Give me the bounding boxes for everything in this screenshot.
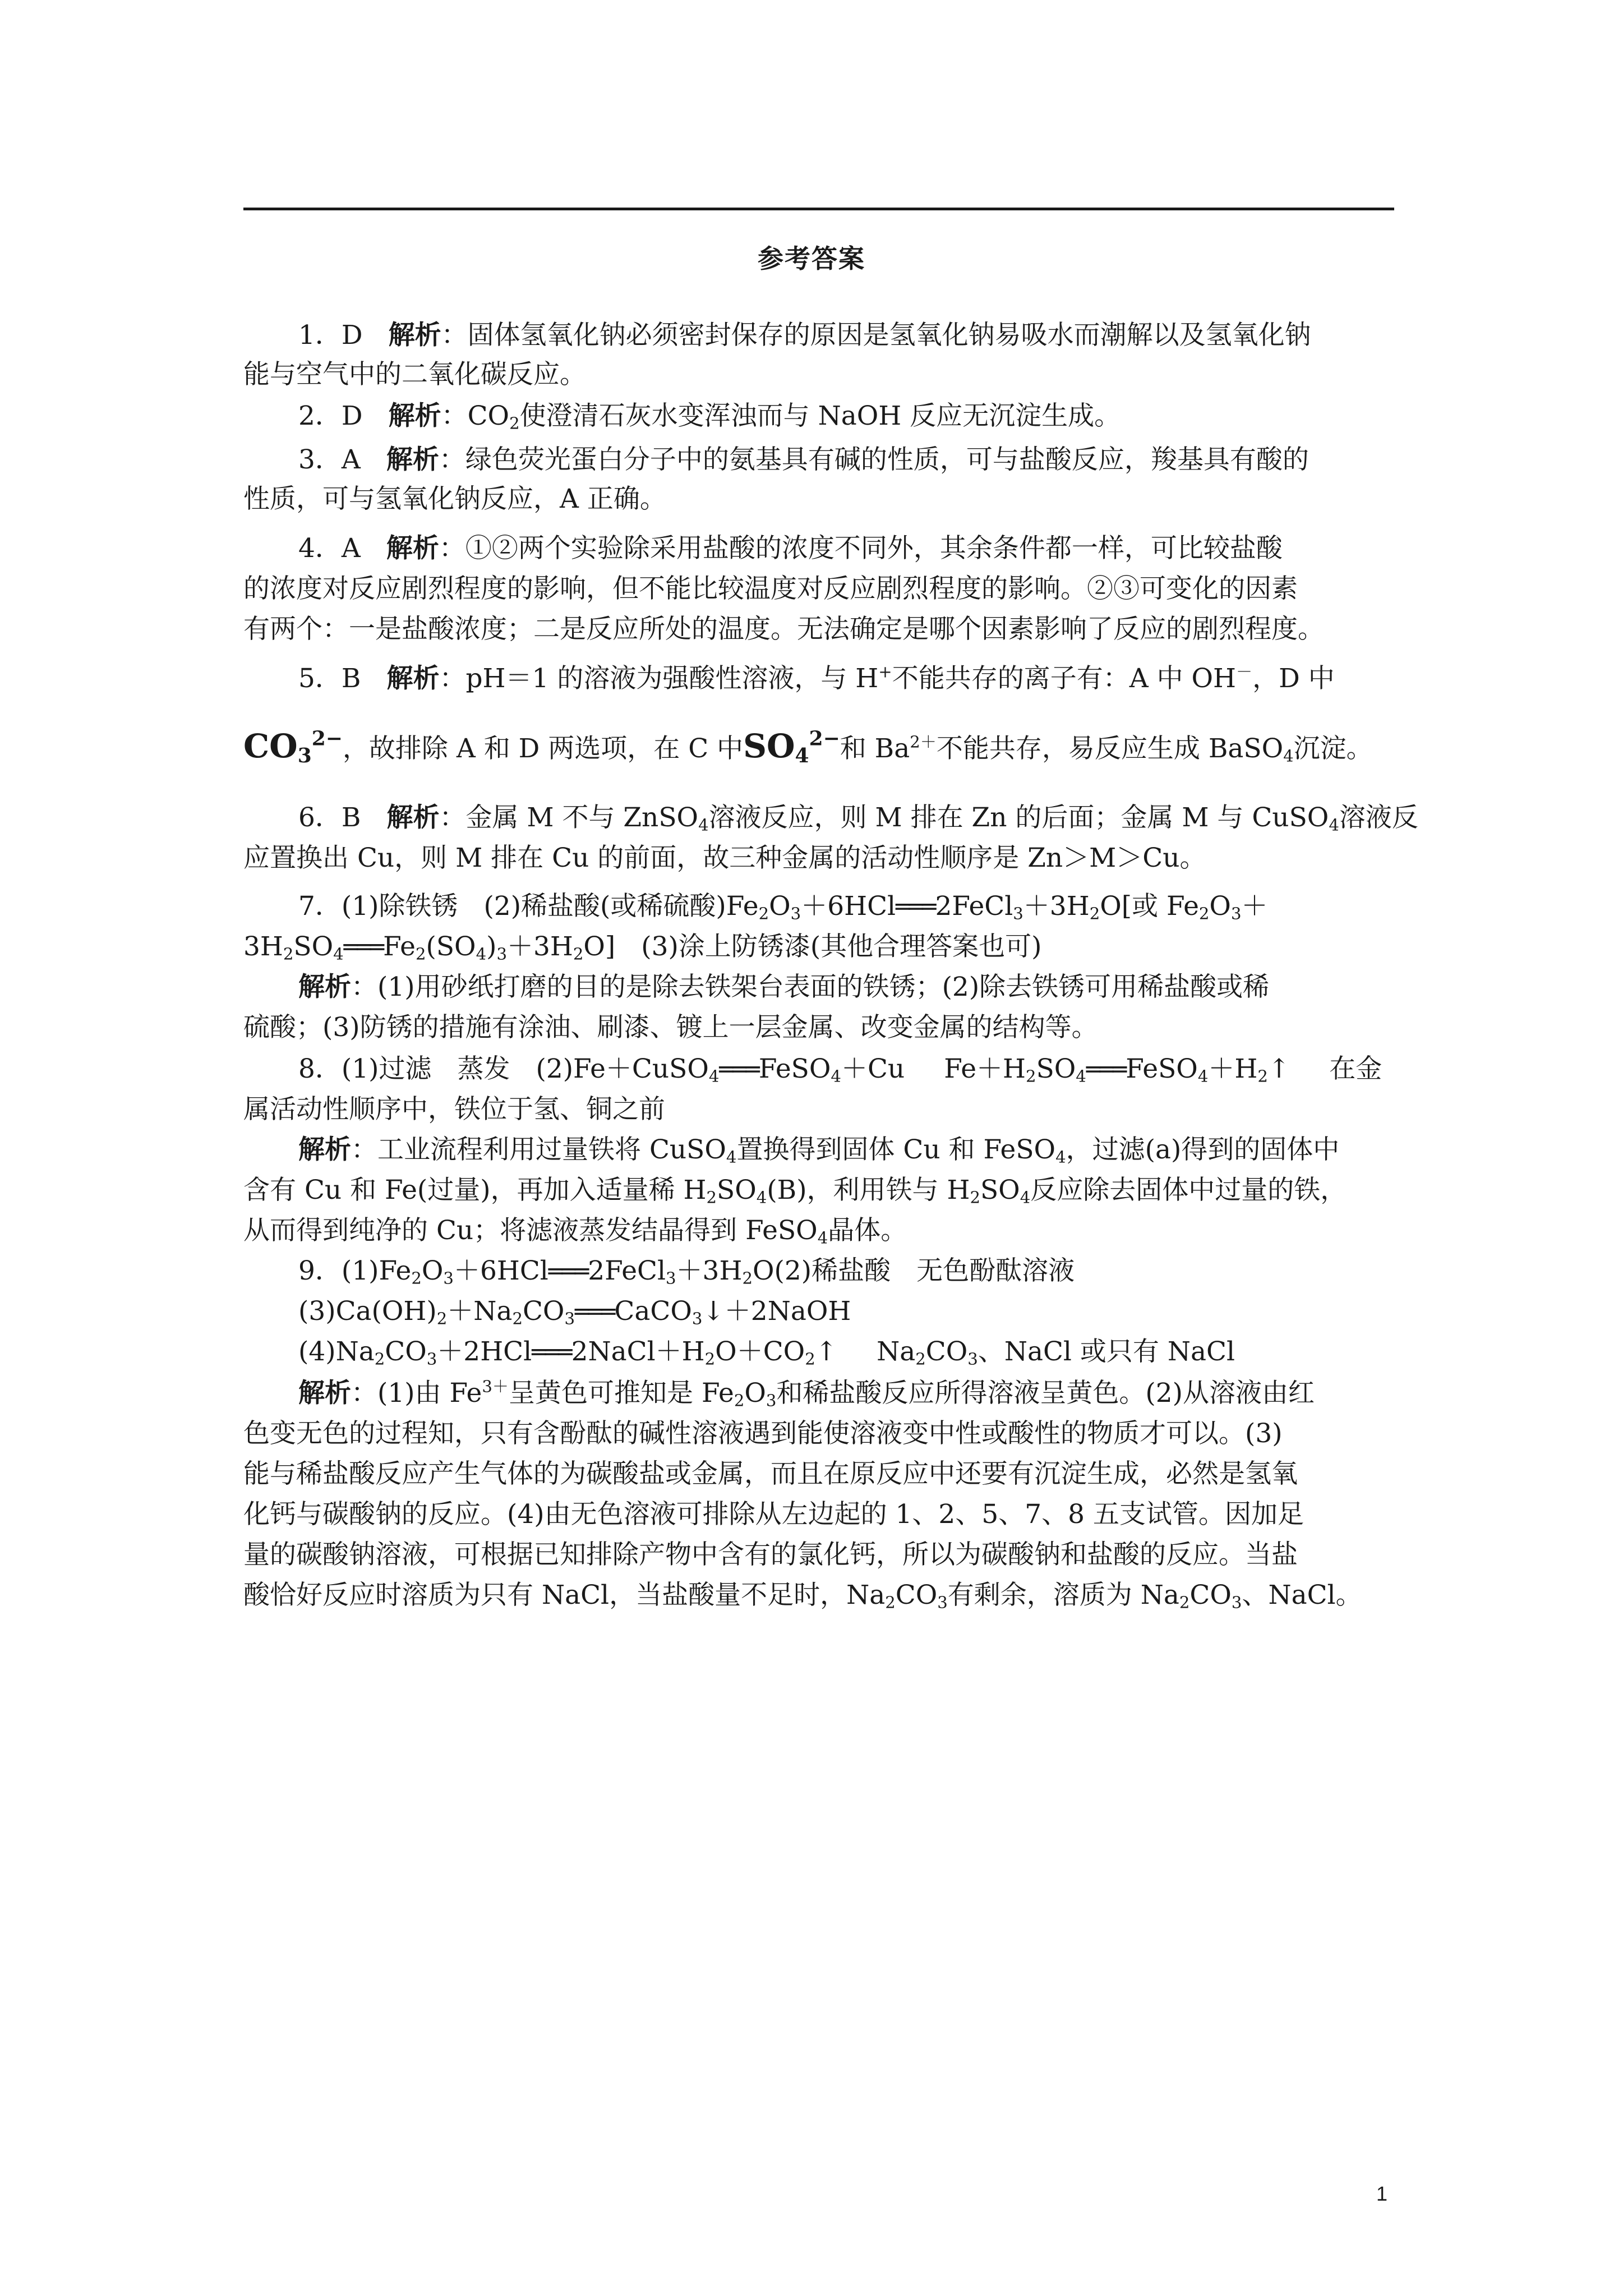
analysis-text: 有两个：一是盐酸浓度；二是反应所处的温度。无法确定是哪个因素影响了反应的剧烈程度。 bbox=[243, 614, 1324, 645]
answer-8-analysis-line-1: 解析：工业流程利用过量铁将 CuSO$_4$置换得到固体 Cu 和 FeSO$_4$，过滤(a)得到的固体中 bbox=[298, 1134, 1340, 1167]
analysis-text: ，D 中 bbox=[1252, 663, 1335, 694]
analysis-text: ：①②两个实验除采用盐酸的浓度不同外，其余条件都一样，可比较盐酸 bbox=[439, 533, 1283, 564]
answer-8-line-1: 8．(1)过滤 蒸发 (2)Fe＋CuSO$_4$═══FeSO$_4$＋Cu $Fe+H_2SO_4═══FeSO_4+H_2↑$ 在金 bbox=[298, 1053, 1382, 1086]
analysis-label: 解析 bbox=[298, 972, 351, 1002]
subscript: 4 bbox=[698, 815, 709, 835]
answer-choice: A bbox=[341, 444, 361, 475]
answer-7-line-1: 7．(1)除铁锈 (2)稀盐酸(或稀硫酸)$Fe_2O_3+6HCl═══2FeCl_3+3H_2O$[或 $Fe_2O_3+$ bbox=[298, 891, 1268, 923]
analysis-text: 和 Ba bbox=[840, 733, 910, 764]
answer-part-1: (1)除铁锈 bbox=[341, 891, 458, 922]
answer-7-analysis-line-1 bbox=[298, 970, 1269, 1004]
answer-9-analysis-line-1: 解析：(1)由 $Fe^{3+}$呈黄色可推知是 $Fe_2O_3$和稀盐酸反应所得溶液呈黄色。(2)从溶液由红 bbox=[298, 1377, 1315, 1410]
analysis-label: 解析 bbox=[386, 663, 440, 694]
answer-9-analysis-line-6: 酸恰好反应时溶质为只有 NaCl，当盐酸量不足时，$Na_2CO_3$有剩余，溶质为 $Na_2CO_3$、NaCl。 bbox=[243, 1580, 1362, 1612]
answer-9-analysis-line-5: 量的碳酸钠溶液，可根据已知排除产物中含有的氯化钙，所以为碳酸钠和盐酸的反应。当盐 bbox=[243, 1539, 1298, 1570]
equals-sign: ═══ bbox=[343, 933, 384, 961]
equals-sign: ═══ bbox=[719, 1056, 759, 1083]
analysis-text: ，故排除 A 和 D 两选项，在 C 中 bbox=[342, 733, 744, 764]
analysis-text: 硫酸；(3)防锈的措施有涂油、刷漆、镀上一层金属、改变金属的结构等。 bbox=[243, 1012, 1098, 1043]
analysis-label: 解析 bbox=[386, 802, 440, 833]
equals-sign: ═══ bbox=[548, 1258, 588, 1285]
equals-sign: ═══ bbox=[1086, 1056, 1126, 1083]
answer-choice: D bbox=[341, 320, 363, 351]
analysis-text: ：金属 M 不与 ZnSO bbox=[439, 802, 699, 833]
answer-8-line-2: 属活动性顺序中，铁位于氢、铜之前 bbox=[243, 1094, 665, 1125]
page-number: 1 bbox=[1376, 2182, 1387, 2205]
equals-sign: ═══ bbox=[532, 1338, 571, 1366]
answer-part-3: (3)涂上防锈漆(其他合理答案也可) bbox=[641, 931, 1042, 962]
answer-9-line-1: 9．$(1)Fe_2O_3+6HCl═══2FeCl_3+3H_2O(2)$稀盐酸 无色酚酞溶液 bbox=[298, 1255, 1075, 1288]
superscript: － bbox=[1236, 662, 1253, 682]
analysis-label: 解析 bbox=[386, 444, 439, 475]
answer-4-line-3 bbox=[243, 613, 1324, 646]
answer-3-line-2 bbox=[243, 482, 666, 516]
sulfate-ion: $SO_4^{2-}$ bbox=[743, 726, 840, 767]
answer-choice: A bbox=[341, 533, 361, 564]
analysis-label: 解析 bbox=[386, 533, 439, 564]
analysis-text: ：绿色荧光蛋白分子中的氨基具有碱的性质，可与盐酸反应，羧基具有酸的 bbox=[439, 444, 1309, 475]
analysis-text: 不能共存，易反应生成 BaSO bbox=[936, 733, 1284, 764]
carbonate-ion: $CO_3^{2-}$ bbox=[243, 726, 343, 767]
answer-part-2: (2)稀盐酸(或稀硫酸)Fe bbox=[483, 891, 759, 922]
answer-9-line-2: $(3)Ca(OH)_2+Na_2CO_3═══CaCO_3↓+2NaOH$ bbox=[298, 1296, 851, 1328]
analysis-text: 应置换出 Cu，则 M 排在 Cu 的前面，故三种金属的活动性顺序是 Zn＞M＞Cu。 bbox=[243, 843, 1206, 873]
subscript: 2 bbox=[509, 413, 520, 433]
subscript: 4 bbox=[1283, 746, 1294, 766]
question-number: 1． bbox=[298, 320, 342, 351]
question-number: 7． bbox=[298, 891, 342, 922]
analysis-text: 溶液反 bbox=[1339, 802, 1418, 833]
answer-5-line-2 bbox=[243, 724, 1373, 769]
question-number: 8． bbox=[298, 1053, 342, 1084]
analysis-label: 解析 bbox=[388, 401, 441, 431]
analysis-text: 性质，可与氢氧化钠反应，A 正确。 bbox=[243, 484, 666, 514]
superscript: + bbox=[878, 662, 892, 682]
page-title: 参考答案 bbox=[758, 243, 865, 274]
analysis-label: 解析 bbox=[298, 1134, 351, 1165]
answer-choice: D bbox=[341, 401, 363, 431]
question-number: 3． bbox=[298, 444, 342, 475]
answer-8-analysis-line-3: 从而得到纯净的 Cu；将滤液蒸发结晶得到 FeSO$_4$晶体。 bbox=[243, 1215, 907, 1248]
question-number: 6． bbox=[298, 802, 342, 833]
answer-5-line-1 bbox=[298, 662, 1335, 696]
analysis-text: ：(1)用砂纸打磨的目的是除去铁架台表面的铁锈；(2)除去铁锈可用稀盐酸或稀 bbox=[351, 972, 1270, 1002]
answer-6-line-2 bbox=[243, 841, 1206, 875]
equals-sign: ═══ bbox=[896, 893, 935, 921]
analysis-text: 不能共存的离子有：A 中 OH bbox=[892, 663, 1237, 694]
analysis-text: ：pH＝1 的溶液为强酸性溶液，与 H bbox=[439, 663, 879, 694]
analysis-label: 解析 bbox=[298, 1378, 351, 1409]
analysis-text: 溶液反应，则 M 排在 Zn 的后面；金属 M 与 CuSO bbox=[708, 802, 1329, 833]
question-number: 2． bbox=[298, 401, 342, 431]
answer-6-line-1 bbox=[298, 801, 1418, 835]
answer-9-analysis-line-2: 色变无色的过程知，只有含酚酞的碱性溶液遇到能使溶液变中性或酸性的物质才可以。(3) bbox=[243, 1418, 1283, 1449]
answer-3-line-1 bbox=[298, 443, 1309, 477]
equals-sign: ═══ bbox=[575, 1298, 615, 1326]
analysis-text: ：固体氢氧化钠必须密封保存的原因是氢氧化钠易吸水而潮解以及氢氧化钠 bbox=[441, 320, 1311, 351]
answer-8-analysis-line-2: 含有 Cu 和 Fe(过量)，再加入适量稀 $H_2SO_4(B)$，利用铁与 $H_2SO_4$反应除去固体中过量的铁， bbox=[243, 1175, 1347, 1207]
answer-7-analysis-line-2 bbox=[243, 1011, 1098, 1045]
answer-7-line-2: $3H_2SO_4═══Fe_2(SO_4)_3+3H_2O$] (3)涂上防锈漆(其他合理答案也可) bbox=[243, 931, 1042, 964]
analysis-text: 沉淀。 bbox=[1293, 733, 1373, 764]
subscript: 4 bbox=[1329, 815, 1339, 835]
answer-4-line-2 bbox=[243, 572, 1298, 606]
analysis-text: 使澄清石灰水变浑浊而与 NaOH 反应无沉淀生成。 bbox=[519, 401, 1121, 431]
answer-1-line-1 bbox=[298, 319, 1311, 352]
answer-9-line-3: $(4)Na_2CO_3+2HCl═══2NaCl+H_2O+CO_2↑$ $Na_2CO_3$、NaCl 或只有 NaCl bbox=[298, 1336, 1235, 1369]
analysis-text: ：CO bbox=[441, 401, 510, 431]
analysis-text: 能与空气中的二氧化碳反应。 bbox=[243, 359, 586, 390]
header-rule bbox=[243, 208, 1394, 210]
analysis-text: 的浓度对反应剧烈程度的影响，但不能比较温度对反应剧烈程度的影响。②③可变化的因素 bbox=[243, 573, 1298, 604]
question-number: 9． bbox=[298, 1255, 342, 1286]
answer-4-line-1 bbox=[298, 532, 1283, 565]
answer-9-analysis-line-3: 能与稀盐酸反应产生气体的为碳酸盐或金属，而且在原反应中还要有沉淀生成，必然是氢氧 bbox=[243, 1458, 1298, 1489]
answer-9-analysis-line-4: 化钙与碳酸钠的反应。(4)由无色溶液可排除从左边起的 1、2、5、7、8 五支试管。因加足 bbox=[243, 1499, 1304, 1530]
answer-1-line-2 bbox=[243, 358, 586, 392]
question-number: 5． bbox=[298, 663, 342, 694]
analysis-label: 解析 bbox=[388, 320, 441, 351]
superscript: 2＋ bbox=[910, 732, 937, 752]
answer-choice: B bbox=[341, 663, 361, 694]
answer-choice: B bbox=[341, 802, 361, 833]
question-number: 4． bbox=[298, 533, 342, 564]
answer-2-line-1 bbox=[298, 399, 1121, 433]
